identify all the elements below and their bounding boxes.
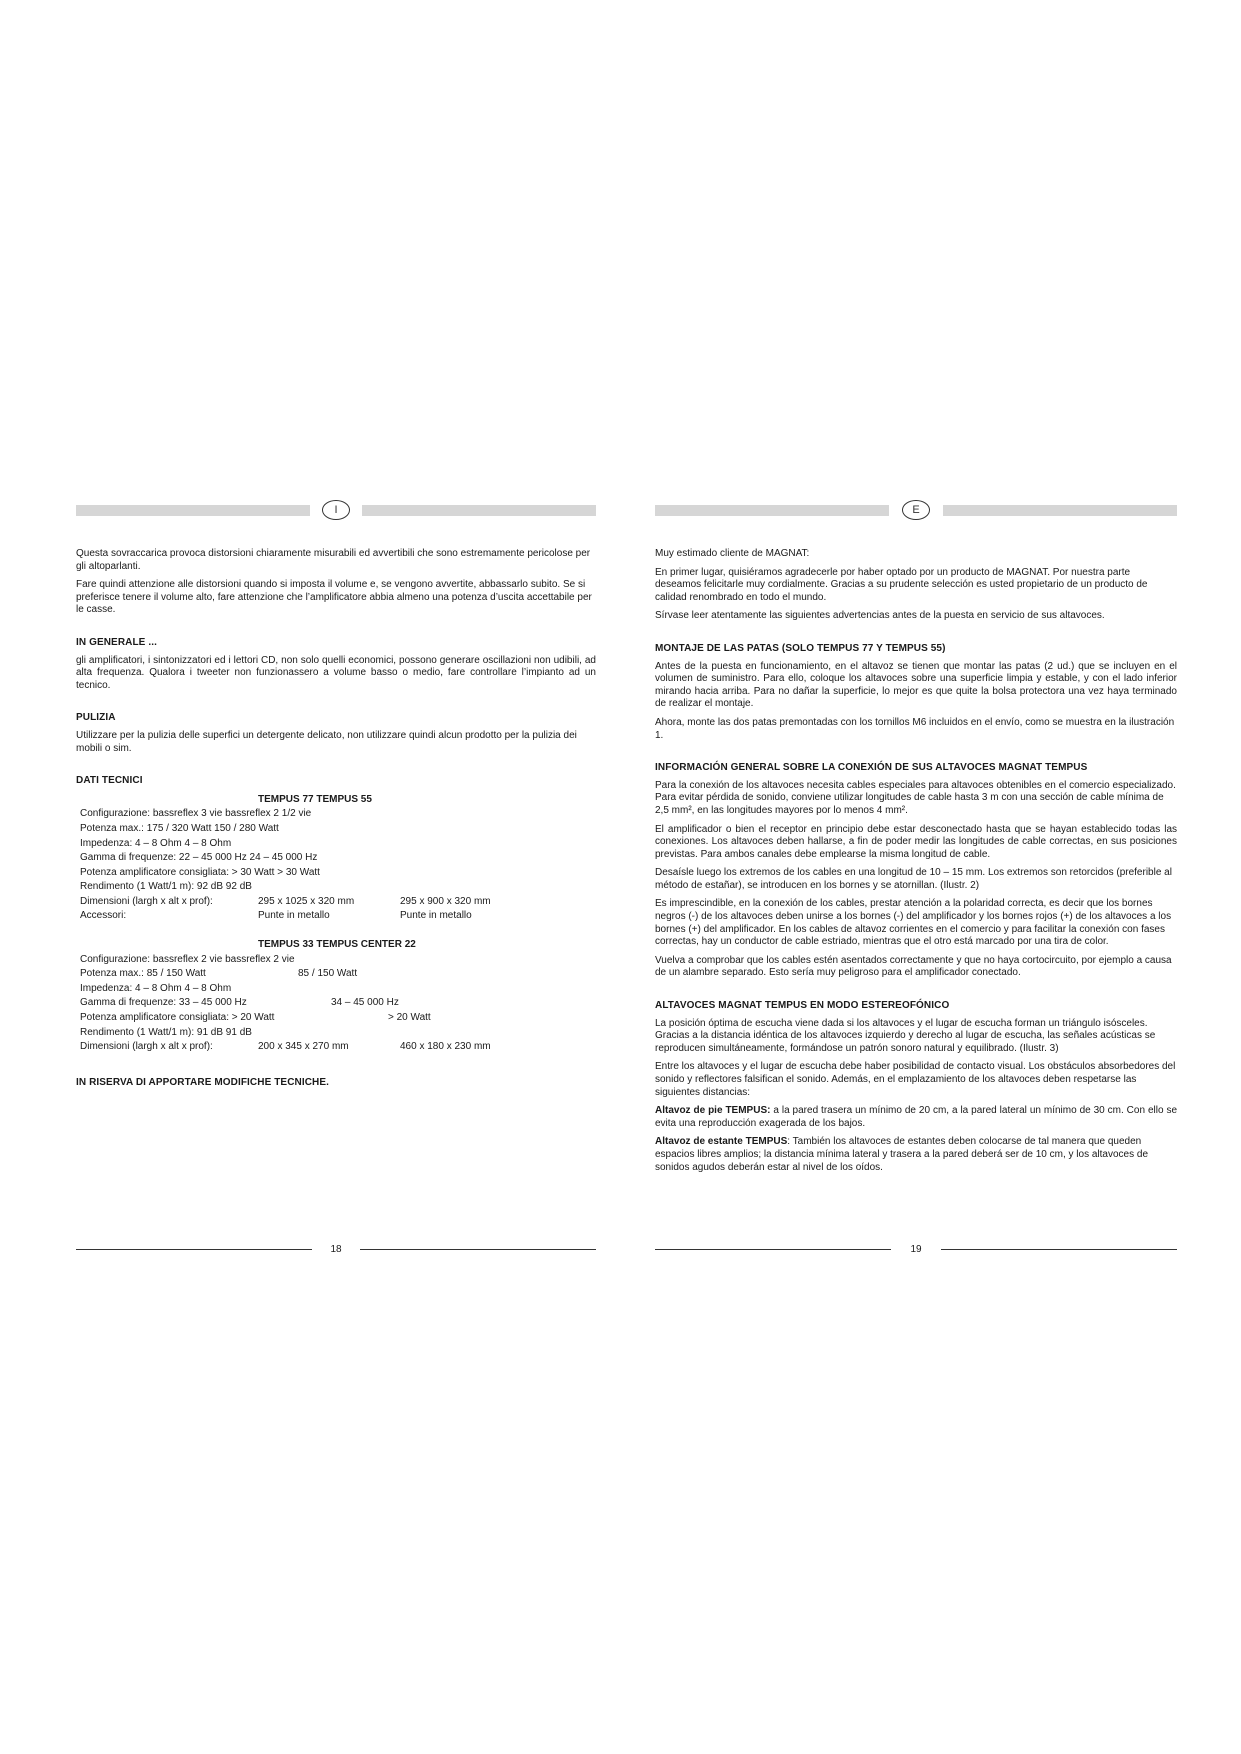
stereo-heading: ALTAVOCES MAGNAT TEMPUS EN MODO ESTEREOFÓNICO (655, 1000, 950, 1012)
feet-heading: MONTAJE DE LAS PATAS (SOLO TEMPUS 77 Y TEMPUS 55) (655, 642, 946, 654)
footer-rule-right (360, 1249, 596, 1250)
spec-accessories: Accessori: Punte in metallo Punte in metallo (80, 910, 472, 922)
specs-group1-title: TEMPUS 77 TEMPUS 55 (258, 793, 372, 805)
left-content (76, 548, 596, 1094)
header-strip-right (362, 505, 596, 516)
reserve-notice: IN RISERVA DI APPORTARE MODIFICHE TECNICHE. (76, 1076, 330, 1088)
intro-paragraph-1: Questa sovraccarica provoca distorsioni chiaramente misurabili ed avvertibili che sono estremamente pericolose per gli altoparlanti. (76, 548, 591, 572)
header-strip-left (76, 505, 310, 516)
specs-group2-title: TEMPUS 33 TEMPUS CENTER 22 (258, 939, 416, 951)
spec2-dimensions: Dimensioni (largh x alt x prof): 200 x 345 x 270 mm 460 x 180 x 230 mm (80, 1041, 491, 1053)
general-text: gli amplificatori, i sintonizzatori ed i lettori CD, non solo quelli economici, possono generare oscillazioni non udibili, ad alta frequenza. Qualora i tweeter non funzionassero a volume basso o medio, fare controllare l’impianto ad un tecnico. (76, 654, 596, 691)
spec-efficiency: Rendimento (1 Watt/1 m): 92 dB 92 dB (80, 881, 252, 893)
footer-left (76, 1243, 596, 1257)
spec-impedance: Impedenza: 4 – 8 Ohm 4 – 8 Ohm (80, 837, 232, 849)
page-number: 18 (330, 1244, 342, 1255)
footer-rule-right (941, 1249, 1177, 1250)
intro-paragraph: En primer lugar, quisiéramos agradecerle por haber optado por un producto de MAGNAT. Por nuestra parte deseamos felicitarle muy cordialmente. Gracias a su prudente selección es usted propietario de un producto de calidad renombrado en todo el mundo. (655, 566, 1148, 603)
page-number: 19 (910, 1244, 922, 1255)
spec2-power: Potenza max.: 85 / 150 Watt 85 / 150 Watt (80, 968, 358, 980)
shelf-speaker-note (655, 1136, 1177, 1174)
shelf-speaker-text: : También los altavoces de estantes deben colocarse de tal manera que queden espacios libres amplios; la distancia mínima lateral y trasera a la pared deberá ser de 10 cm, y los altavoces de sonidos agudos deberán estar al nivel de los oídos. (655, 1136, 1149, 1173)
spec2-frequency: Gamma di frequenze: 33 – 45 000 Hz 34 – 45 000 Hz (80, 997, 399, 1009)
spec-dimensions: Dimensioni (largh x alt x prof): 295 x 1025 x 320 mm 295 x 900 x 320 mm (80, 895, 491, 907)
connection-paragraph-2: El amplificador o bien el receptor en principio debe estar desconectado hasta que se hayan establecido todas las conexiones. Los altavoces deben hallarse, a fin de poder medir las longitudes de cable correctas, en sus posiciones previstas. Para ambos canales debe emplearse la misma longitud de cable. (655, 823, 1177, 860)
spec2-amplifier: Potenza amplificatore consigliata: > 20 Watt > 20 Watt (80, 1012, 431, 1024)
spec-power: Potenza max.: 175 / 320 Watt 150 / 280 Watt (80, 822, 279, 834)
floor-speaker-note (655, 1105, 1177, 1130)
connection-paragraph-1: Para la conexión de los altavoces necesita cables especiales para altavoces obtenibles en el comercio especializado. Para evitar pérdida de sonido, conviene utilizar longitudes de cable hasta 3 m con una sección de cable mínima de 2,5 mm², en las longitudes mayores por lo menos 4 mm². (655, 779, 1176, 816)
spec2-config: Configurazione: bassreflex 2 vie bassreflex 2 vie (80, 953, 295, 965)
language-bar-italian (76, 500, 596, 522)
language-badge: I (322, 500, 350, 520)
footer-rule-left (655, 1249, 891, 1250)
spec2-efficiency: Rendimento (1 Watt/1 m): 91 dB 91 dB (80, 1026, 252, 1038)
header-strip-right (943, 505, 1177, 516)
cleaning-heading: PULIZIA (76, 712, 116, 724)
cleaning-text: Utilizzare per la pulizia delle superfici un detergente delicato, non utilizzare quindi alcun prodotto per la pulizia dei mobili o sim. (76, 729, 577, 754)
shelf-speaker-label: Altavoz de estante TEMPUS (655, 1136, 788, 1148)
header-strip-left (655, 505, 889, 516)
footer-rule-left (76, 1249, 312, 1250)
spec-frequency: Gamma di frequenze: 22 – 45 000 Hz 24 – 45 000 Hz (80, 852, 318, 864)
spec-config: Configurazione: bassreflex 3 vie bassreflex 2 1/2 vie (80, 808, 312, 820)
feet-paragraph-1: Antes de la puesta en funcionamiento, en el altavoz se tienen que montar las patas (2 ud.) que se incluyen en el volumen de suministro. Para ello, coloque los altavoces sobre una superficie limpia y estable, y con el lado inferior mirando hacia arriba. Para no dañar la superficie, lo mejor es que quite la bolsa protectora una vez haya terminado de realizar el montaje. (655, 660, 1177, 710)
general-heading: IN GENERALE ... (76, 636, 157, 648)
spec-amplifier: Potenza amplificatore consigliata: > 30 Watt > 30 Watt (80, 866, 320, 878)
right-content (655, 548, 1177, 1180)
connection-paragraph-4: Es imprescindible, en la conexión de los cables, prestar atención a la polaridad correcta, es decir que los bornes negros (-) de los altavoces deben unirse a los bornes (-) del amplificador y los bornes rojos (+) de los altavoces a los bornes (+) del amplificador. En los cables de altavoz corrientes en el comercio y para facilitar la conexión con fases correctas, hay un conductor de cable estriado, mientras que el otro está marcado por una tira de color. (655, 898, 1172, 948)
language-bar-spanish (655, 500, 1177, 522)
connection-paragraph-5: Vuelva a comprobar que los cables estén asentados correctamente y que no haya cortocircuito, por ejemplo a causa de un alambre separado. Esto sería muy peligroso para el amplificador conectado. (655, 954, 1172, 979)
connection-heading: INFORMACIÓN GENERAL SOBRE LA CONEXIÓN DE SUS ALTAVOCES MAGNAT TEMPUS (655, 762, 1088, 774)
greeting: Muy estimado cliente de MAGNAT: (655, 548, 810, 559)
connection-paragraph-3: Desaísle luego los extremos de los cables en una longitud de 10 – 15 mm. Los extremos son retorcidos (preferible al método de estañar), se introducen en los bornes y se atornillan. (Ilustr. 2) (655, 867, 1172, 891)
read-notice: Sírvase leer atentamente las siguientes advertencias antes de la puesta en servicio de sus altavoces. (655, 610, 1105, 622)
spec2-impedance: Impedenza: 4 – 8 Ohm 4 – 8 Ohm (80, 982, 232, 994)
floor-speaker-text: a la pared trasera un mínimo de 20 cm, a la pared lateral un mínimo de 30 cm. Con ello se evita una reproducción exagerada de los bajos. (655, 1105, 1178, 1129)
language-badge: E (902, 500, 930, 520)
stereo-paragraph-1: La posición óptima de escucha viene dada si los altavoces y el lugar de escucha forman un triángulo isósceles. Gracias a la distancia idéntica de los altavoces izquierdo y derecho al lugar de escucha, las señales acústicas se reproducen simultáneamente, formándose un patrón sonoro natural y equilibrado. (Ilustr. 3) (655, 1017, 1156, 1054)
footer-right (655, 1243, 1177, 1257)
floor-speaker-label: Altavoz de pie TEMPUS: (655, 1105, 771, 1117)
specs-heading: DATI TECNICI (76, 775, 143, 787)
feet-paragraph-2: Ahora, monte las dos patas premontadas con los tornillos M6 incluidos en el envío, como se muestra en la ilustración 1. (655, 716, 1175, 741)
intro-paragraph-2: Fare quindi attenzione alle distorsioni quando si imposta il volume e, se vengono avvertite, abbassarlo subito. Se si preferisce tenere il volume alto, fare attenzione che l’amplificatore abbia almeno una potenza d’uscita accettabile per le casse. (76, 579, 592, 616)
stereo-paragraph-2: Entre los altavoces y el lugar de escucha debe haber posibilidad de contacto visual. Los obstáculos absorbedores del sonido y reflectores falsifican el sonido. Además, en el emplazamiento de los altavoces deben respetarse las siguientes distancias: (655, 1061, 1176, 1098)
